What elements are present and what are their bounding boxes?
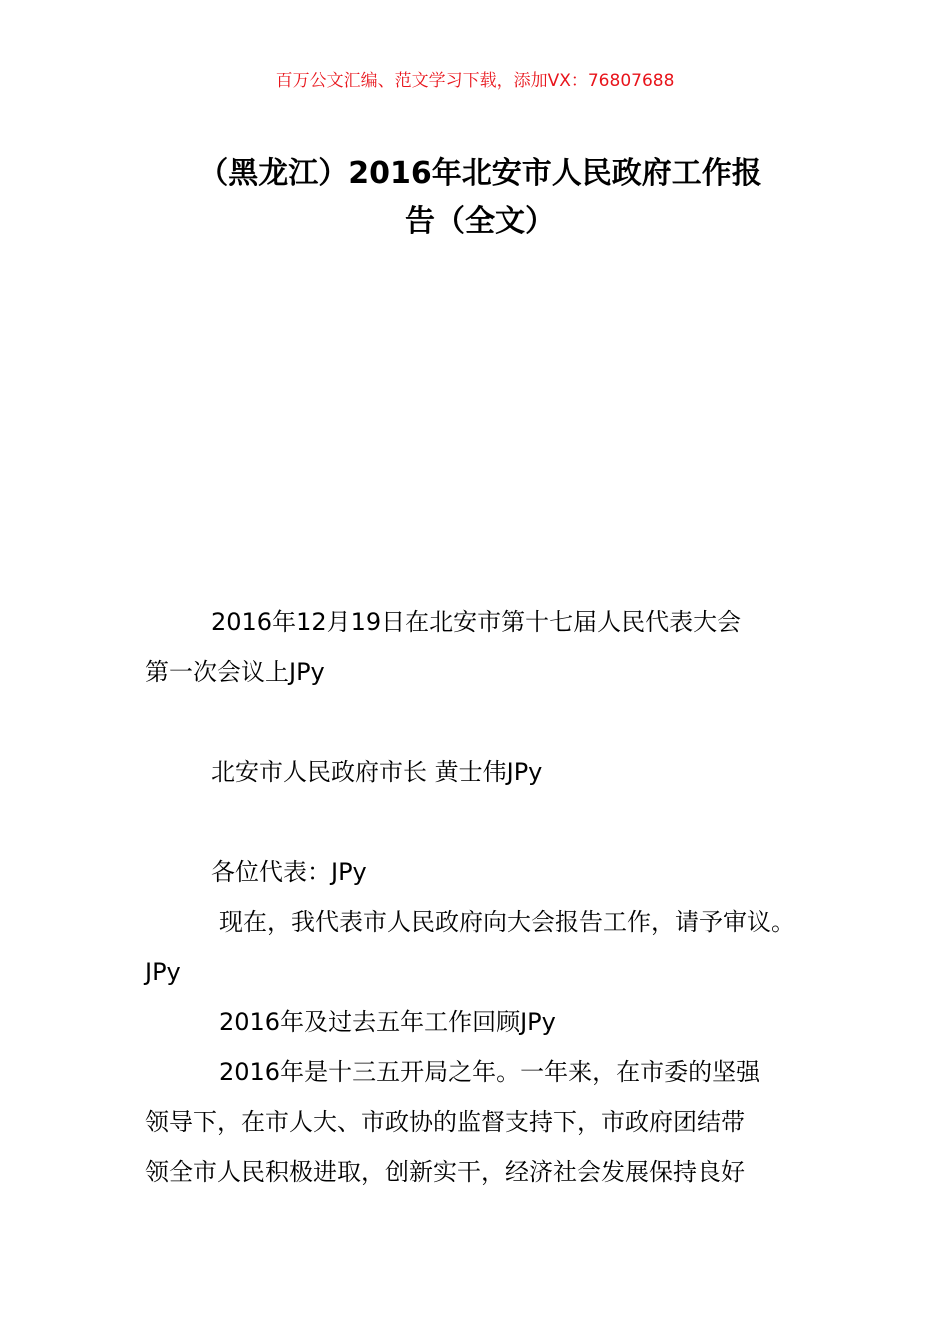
section-heading-review [145, 997, 810, 1047]
paragraph-line: 各位代表：JPy [211, 858, 367, 886]
paragraph-line: 2016年12月19日在北安市第十七届人民代表大会 [211, 608, 742, 636]
paragraph-intro [145, 897, 810, 997]
title-line-2: 告（全文） [405, 204, 555, 239]
paragraph-salutation [145, 847, 810, 897]
paragraph-line: JPy [145, 958, 181, 986]
document-title [150, 150, 810, 246]
paragraph-line: 领导下，在市人大、市政协的监督支持下，市政府团结带 [145, 1108, 745, 1136]
paragraph-speaker [145, 747, 810, 797]
paragraph-line: 北安市人民政府市长 黄士伟JPy [211, 758, 543, 786]
paragraph-line: 2016年及过去五年工作回顾JPy [219, 1008, 556, 1036]
paragraph-review-body [145, 1047, 810, 1197]
paragraph-line: 领全市人民积极进取，创新实干，经济社会发展保持良好 [145, 1158, 745, 1186]
paragraph-line: 第一次会议上JPy [145, 658, 325, 686]
title-line-1: （黑龙江）2016年北安市人民政府工作报 [198, 156, 762, 191]
watermark-note: 百万公文汇编、范文学习下载，添加VX：76807688 [275, 71, 675, 91]
paragraph-meeting-date [145, 597, 810, 697]
paragraph-line: 2016年是十三五开局之年。一年来，在市委的坚强 [219, 1058, 761, 1086]
paragraph-line: 现在，我代表市人民政府向大会报告工作，请予审议。 [219, 908, 795, 936]
